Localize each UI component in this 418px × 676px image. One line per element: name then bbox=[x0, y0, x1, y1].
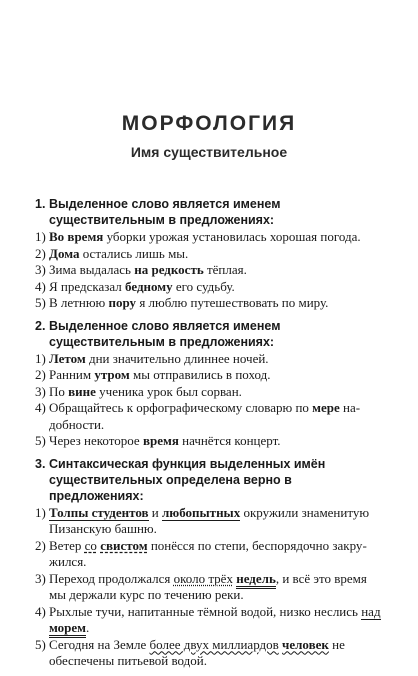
option-text bbox=[49, 637, 385, 670]
task-question bbox=[35, 196, 385, 228]
highlighted-word: Во время bbox=[49, 229, 104, 244]
task-number: 1. bbox=[35, 197, 46, 211]
answer-option bbox=[35, 351, 385, 368]
option-text bbox=[49, 229, 385, 246]
object-dashed: свистом bbox=[100, 537, 148, 553]
words-wavy-underlined: более двух миллиардов bbox=[149, 636, 279, 652]
page-subtitle: Имя существительное bbox=[130, 144, 288, 160]
option-text bbox=[49, 400, 385, 433]
answer-option bbox=[35, 637, 385, 670]
answer-option bbox=[35, 384, 385, 401]
option-text-post: дни значительно длиннее ночей. bbox=[85, 350, 269, 366]
option-text-pre: Через некоторое bbox=[49, 433, 143, 448]
answer-option bbox=[35, 229, 385, 246]
answer-option bbox=[35, 279, 385, 296]
question-text: Выделенное слово является именем существительным в предложениях: bbox=[49, 318, 281, 349]
question-text: Синтаксическая функция выделенных имён существительных определена верно в предложениях: bbox=[49, 456, 326, 503]
answer-option bbox=[35, 571, 385, 604]
option-text-post: мы отправились в поход. bbox=[129, 367, 271, 382]
option-number: 2) bbox=[35, 367, 46, 382]
option-text bbox=[49, 279, 385, 296]
option-text-plain: Переход продолжался bbox=[49, 570, 174, 586]
words-dotted: около трёх bbox=[173, 570, 233, 586]
option-text-post: ученика урок был сорван. bbox=[95, 383, 242, 399]
task-question bbox=[35, 456, 385, 504]
option-text-plain: . bbox=[86, 620, 90, 635]
answer-option bbox=[35, 400, 385, 433]
highlighted-word: Летом bbox=[49, 350, 86, 366]
option-number: 4) bbox=[35, 603, 46, 619]
option-text bbox=[49, 367, 385, 384]
option-text bbox=[49, 295, 385, 312]
answer-option bbox=[35, 505, 385, 538]
option-text-plain: , и всё это время мы держали курс по течению реки. bbox=[49, 570, 367, 602]
tasks-list bbox=[35, 196, 385, 676]
answer-option bbox=[35, 246, 385, 263]
answer-option bbox=[35, 604, 385, 637]
option-text-pre: По bbox=[49, 383, 69, 399]
predicate-double-underlined: недель bbox=[236, 571, 276, 589]
option-text bbox=[49, 351, 385, 368]
preposition-underlined: над bbox=[361, 603, 381, 619]
task-1 bbox=[35, 196, 385, 312]
option-text-post: я люблю путешествовать по миру. bbox=[136, 295, 329, 310]
highlighted-word: на редкость bbox=[134, 262, 204, 277]
highlighted-word: время bbox=[142, 433, 179, 448]
option-text-post: начнётся концерт. bbox=[178, 433, 281, 448]
option-text bbox=[49, 246, 385, 263]
task-question bbox=[35, 318, 385, 350]
highlighted-word: мере bbox=[312, 400, 340, 415]
option-text bbox=[49, 505, 385, 538]
option-number: 5) bbox=[35, 295, 46, 310]
option-text-plain: Ветер bbox=[49, 537, 85, 553]
preposition-dashed: со bbox=[84, 537, 97, 553]
option-number: 4) bbox=[35, 400, 46, 415]
task-number: 2. bbox=[35, 318, 46, 333]
option-number: 1) bbox=[35, 350, 46, 366]
option-number: 4) bbox=[35, 278, 46, 294]
highlighted-word: вине bbox=[68, 383, 96, 399]
option-text-post: уборки урожая установилась хорошая погода. bbox=[103, 229, 361, 244]
option-text-post: тёплая. bbox=[203, 262, 247, 277]
option-number: 3) bbox=[35, 570, 46, 586]
option-number: 3) bbox=[35, 383, 46, 399]
option-number: 5) bbox=[35, 636, 46, 652]
option-text bbox=[49, 433, 385, 450]
subject-underlined: Толпы студентов bbox=[49, 504, 149, 520]
option-text-pre: Я предсказал bbox=[49, 278, 126, 294]
option-text bbox=[49, 604, 385, 637]
highlighted-word: бедному bbox=[125, 278, 173, 294]
option-text bbox=[49, 571, 385, 604]
answer-option bbox=[35, 367, 385, 384]
option-text bbox=[49, 384, 385, 401]
answer-option bbox=[35, 538, 385, 571]
option-text-post: надобности. bbox=[49, 400, 361, 432]
option-number: 2) bbox=[35, 245, 46, 261]
word-wavy-underlined: человек bbox=[282, 636, 329, 652]
answer-option bbox=[35, 433, 385, 450]
predicate-double-underlined: морем bbox=[49, 620, 86, 638]
question-text: Выделенное слово является именем существительным в предложениях: bbox=[49, 197, 281, 227]
option-text-plain: Рыхлые тучи, напитанные тёмной водой, низко неслись bbox=[49, 603, 362, 619]
option-text-plain: Сегодня на Земле bbox=[49, 636, 150, 652]
highlighted-word: утром bbox=[94, 367, 130, 382]
highlighted-word: Дома bbox=[49, 245, 80, 261]
subject-underlined: любопытных bbox=[161, 504, 241, 520]
page-header bbox=[0, 112, 418, 160]
option-text-plain: не обеспечены питьевой водой. bbox=[49, 636, 345, 668]
option-text-post: остались лишь мы. bbox=[79, 245, 189, 261]
option-number: 1) bbox=[35, 504, 46, 520]
option-text-pre: Обращайтесь к орфографическому словарю по bbox=[49, 400, 313, 415]
option-text-pre: В летнюю bbox=[49, 295, 109, 310]
option-text-pre: Ранним bbox=[49, 367, 95, 382]
task-3 bbox=[35, 456, 385, 670]
option-number: 2) bbox=[35, 537, 46, 553]
highlighted-word: пору bbox=[108, 295, 137, 310]
option-text bbox=[49, 538, 385, 571]
option-text-plain: и bbox=[148, 504, 162, 520]
option-text-pre: Зима выдалась bbox=[49, 262, 135, 277]
option-text-plain: понёсся по степи, беспорядочно закружился. bbox=[49, 537, 367, 569]
option-number: 1) bbox=[35, 229, 46, 244]
task-2 bbox=[35, 318, 385, 450]
task-number: 3. bbox=[35, 456, 46, 471]
option-number: 3) bbox=[35, 262, 46, 277]
answer-option bbox=[35, 262, 385, 279]
option-text bbox=[49, 262, 385, 279]
answer-option bbox=[35, 295, 385, 312]
page-title: МОРФОЛОГИЯ bbox=[121, 112, 297, 135]
option-number: 5) bbox=[35, 433, 46, 448]
option-text-plain: окружили знаменитую Пизанскую башню. bbox=[49, 504, 370, 536]
option-text-post: его судьбу. bbox=[172, 278, 235, 294]
